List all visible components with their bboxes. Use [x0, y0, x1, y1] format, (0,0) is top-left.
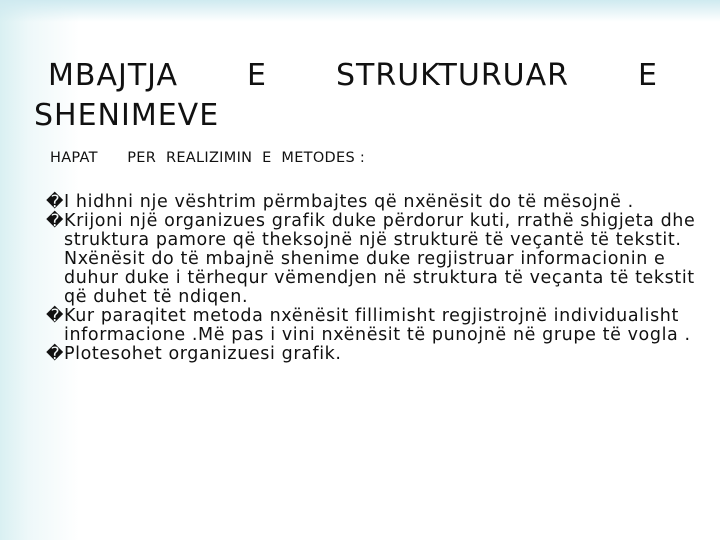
title-word-3: STRUKTURUAR	[336, 58, 569, 93]
title-line-1	[34, 56, 658, 96]
bullet-text-4: Plotesohet organizuesi grafik.	[64, 344, 342, 364]
bullet-mark-icon: �	[46, 192, 65, 212]
title-line-2: SHENIMEVE	[34, 98, 220, 133]
bullet-mark-icon: �	[46, 211, 65, 231]
bullet-text-2: Krijoni një organizues grafik duke përdorur kuti, rrathë shigjeta dhe struktura pamore që theksojnë një strukturë të veçantë të tekstit. Nxënësit do të mbajnë shenime duke regjistruar informacionin e duhur duke i tërhequr vëmendjen në struktura të veçanta të tekstit që duhet të ndiqen.	[64, 211, 696, 307]
bullet-mark-icon: �	[46, 344, 65, 364]
title-word-2: E	[247, 58, 267, 93]
bullet-text-3: Kur paraqitet metoda nxënësit fillimisht regjistrojnë individualisht informacione .Më pas i vini nxënësit të punojnë në grupe të vogla .	[64, 306, 691, 345]
bullet-text-1: I hidhni nje vështrim përmbajtes që nxënësit do të mësojnë .	[64, 192, 634, 212]
bullet-item-3	[46, 307, 696, 345]
bullet-item-1	[46, 193, 696, 212]
bullet-mark-icon: �	[46, 306, 65, 326]
bullet-item-2	[46, 212, 696, 307]
slide-subtitle: HAPAT PER REALIZIMIN E METODES :	[50, 150, 366, 166]
slide-title	[34, 56, 694, 136]
title-word-4: E	[638, 58, 658, 93]
slide-top-band	[0, 0, 720, 22]
title-word-1: MBAJTJA	[48, 58, 179, 93]
bullet-item-4	[46, 345, 696, 364]
bullet-list	[46, 193, 696, 364]
